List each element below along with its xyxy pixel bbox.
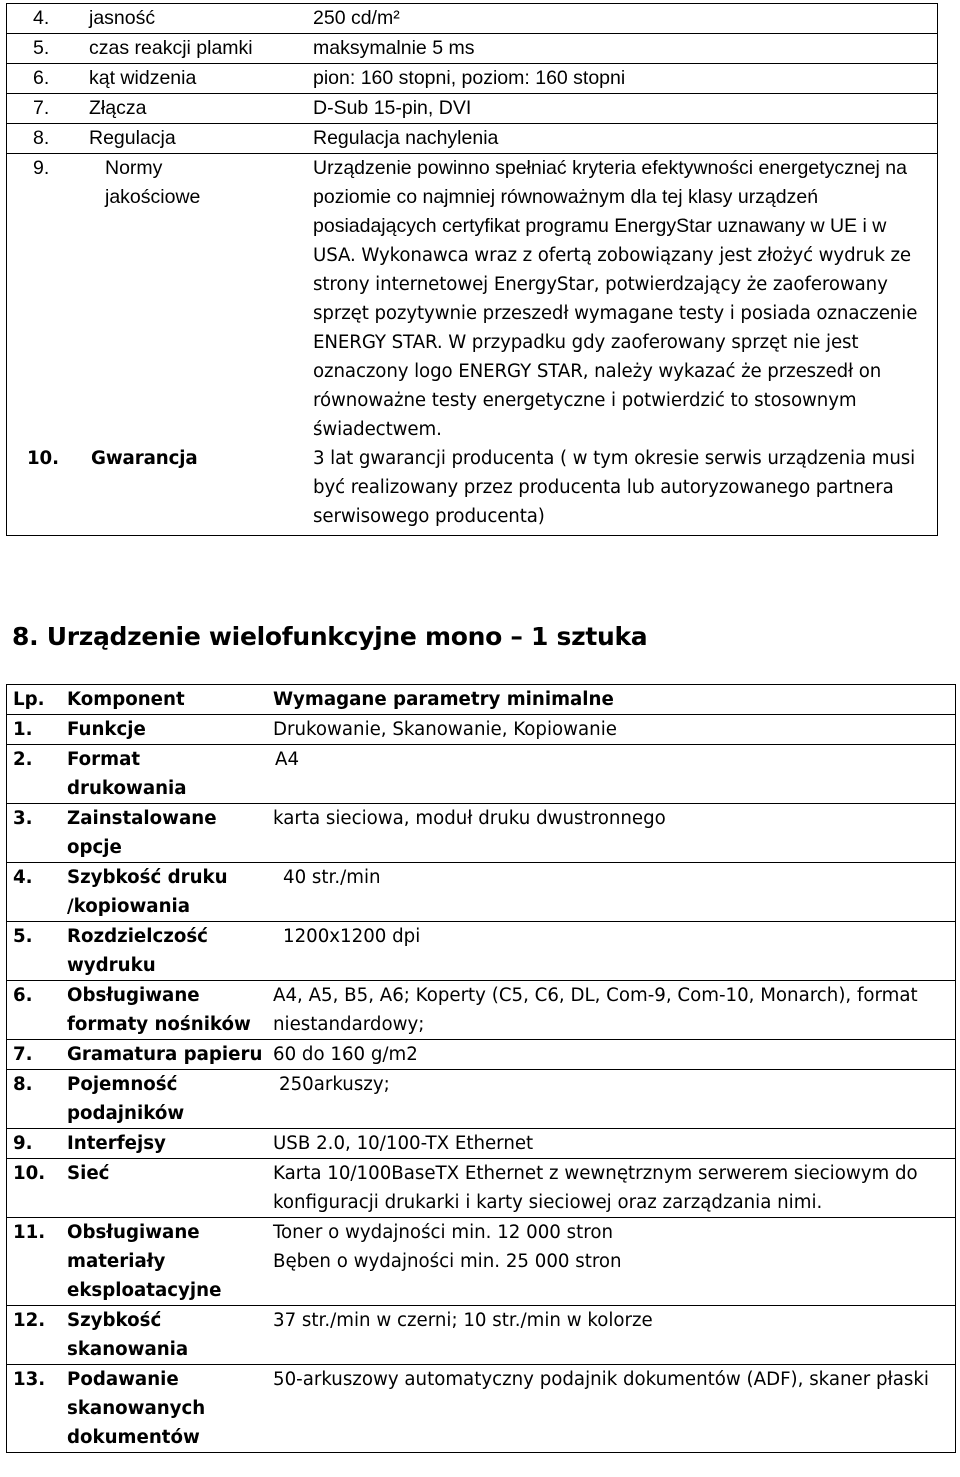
parameter-name: jasność <box>87 4 305 34</box>
parameter-name: kąt widzenia <box>87 64 305 94</box>
row-number: 4. <box>7 863 60 922</box>
row-number: 7. <box>7 1040 60 1070</box>
table-row <box>7 1070 956 1129</box>
table-row <box>7 1365 956 1453</box>
row-number: 10. <box>7 1159 60 1218</box>
section-heading: 8. Urządzenie wielofunkcyjne mono – 1 sztuka <box>12 622 648 651</box>
component-name: Zainstalowane opcje <box>59 804 265 863</box>
component-value: 50-arkuszowy automatyczny podajnik dokumentów (ADF), skaner płaski <box>273 1369 929 1390</box>
table-row <box>7 1218 956 1306</box>
header-requirements: Wymagane parametry minimalne <box>265 685 956 715</box>
row-number: 2. <box>7 745 60 804</box>
parameter-name: Regulacja <box>87 124 305 154</box>
parameter-value: maksymalnie 5 ms <box>305 34 938 64</box>
row-number: 11. <box>7 1218 60 1306</box>
row-number: 6. <box>7 981 60 1040</box>
parameter-value: pion: 160 stopni, poziom: 160 stopni <box>305 64 938 94</box>
parameter-name: Normy jakościowe <box>105 157 201 208</box>
row-number: 5. <box>7 922 60 981</box>
table-row <box>7 444 938 536</box>
component-value: karta sieciowa, moduł druku dwustronnego <box>265 804 956 863</box>
row-number: 9. <box>33 157 50 179</box>
component-value: Drukowanie, Skanowanie, Kopiowanie <box>265 715 956 745</box>
component-value: 1200x1200 dpi <box>265 922 956 981</box>
table-row <box>7 981 956 1040</box>
table-row <box>7 922 956 981</box>
component-value: USB 2.0, 10/100-TX Ethernet <box>265 1129 956 1159</box>
parameter-name: czas reakcji plamki <box>87 34 305 64</box>
table-row <box>7 124 938 154</box>
mfp-spec-table <box>6 684 956 1453</box>
energystar-text-part2: USA. Wykonawca wraz z ofertą zobowiązany jest złożyć wydruk ze strony internetowej EnergyStar, potwierdzający że zaoferowany sprzęt pozytywnie przeszedł wymagane testy i posiada oznaczenie ENERGY STAR. W przypadku gdy zaoferowany sprzęt nie jest oznaczony logo ENERGY STAR, należy wykazać że przeszedł on równoważne testy energetyczne i potwierdzić to stosownym świadectwem. <box>313 245 918 440</box>
component-value: A4 <box>265 745 956 804</box>
component-name: Podawanie skanowanych dokumentów <box>67 1369 206 1448</box>
component-value: 40 str./min <box>265 863 956 922</box>
component-name: Obsługiwane materiały eksploatacyjne <box>59 1218 265 1306</box>
table-row <box>7 1040 956 1070</box>
row-number: 4. <box>7 4 88 34</box>
parameter-value: 250 cd/m² <box>305 4 938 34</box>
table-row <box>7 863 956 922</box>
header-component: Komponent <box>59 685 265 715</box>
header-lp: Lp. <box>7 685 60 715</box>
toner-yield: Toner o wydajności min. 12 000 stron <box>273 1222 613 1243</box>
row-number: 5. <box>7 34 88 64</box>
energystar-text-part1: Urządzenie powinno spełniać kryteria efektywności energetycznej na poziomie co najmniej równoważnym dla tej klasy urządzeń posiadających certyfikat programu EnergyStar uznawany w UE i w <box>313 157 907 237</box>
row-number: 3. <box>7 804 60 863</box>
parameter-name: Gwarancja <box>91 448 198 469</box>
component-name: Funkcje <box>59 715 265 745</box>
component-name: Format drukowania <box>59 745 265 804</box>
parameter-value: Regulacja nachylenia <box>305 124 938 154</box>
row-number: 12. <box>7 1306 60 1365</box>
table-row <box>7 1159 956 1218</box>
component-name: Rozdzielczość wydruku <box>59 922 265 981</box>
table-row <box>7 154 938 445</box>
parameter-name: Złącza <box>87 94 305 124</box>
component-value: Karta 10/100BaseTX Ethernet z wewnętrznym serwerem sieciowym do konfiguracji drukarki i karty sieciowej oraz zarządzania nimi. <box>265 1159 956 1218</box>
component-value: A4, A5, B5, A6; Koperty (C5, C6, DL, Com-9, Com-10, Monarch), format niestandardowy; <box>265 981 956 1040</box>
row-number: 10. <box>27 448 59 469</box>
component-name: Szybkość druku /kopiowania <box>59 863 265 922</box>
table-row <box>7 804 956 863</box>
row-number: 7. <box>7 94 88 124</box>
component-value <box>265 1218 956 1306</box>
row-number: 8. <box>7 1070 60 1129</box>
monitor-spec-table <box>6 3 938 536</box>
component-name: Szybkość skanowania <box>59 1306 265 1365</box>
table-row <box>7 34 938 64</box>
drum-yield: Bęben o wydajności min. 25 000 stron <box>273 1251 622 1272</box>
row-number: 1. <box>7 715 60 745</box>
table-row <box>7 715 956 745</box>
row-number: 13. <box>13 1369 46 1390</box>
row-number: 9. <box>7 1129 60 1159</box>
component-value: 250arkuszy; <box>265 1070 956 1129</box>
table-row <box>7 4 938 34</box>
table-row <box>7 64 938 94</box>
component-name: Interfejsy <box>59 1129 265 1159</box>
table-row <box>7 1129 956 1159</box>
table-row <box>7 94 938 124</box>
component-value: 37 str./min w czerni; 10 str./min w kolorze <box>265 1306 956 1365</box>
row-number: 6. <box>7 64 88 94</box>
table-row <box>7 1306 956 1365</box>
table-row <box>7 745 956 804</box>
parameter-value: 3 lat gwarancji producenta ( w tym okresie serwis urządzenia musi być realizowany przez producenta lub autoryzowanego partnera serwisowego producenta) <box>313 448 916 527</box>
component-name: Pojemność podajników <box>59 1070 265 1129</box>
component-name: Sieć <box>59 1159 265 1218</box>
parameter-value: D-Sub 15-pin, DVI <box>305 94 938 124</box>
component-name: Gramatura papieru <box>59 1040 265 1070</box>
parameter-value <box>305 154 938 445</box>
table-header-row <box>7 685 956 715</box>
component-name: Obsługiwane formaty nośników <box>59 981 265 1040</box>
row-number: 8. <box>7 124 88 154</box>
component-value: 60 do 160 g/m2 <box>265 1040 956 1070</box>
